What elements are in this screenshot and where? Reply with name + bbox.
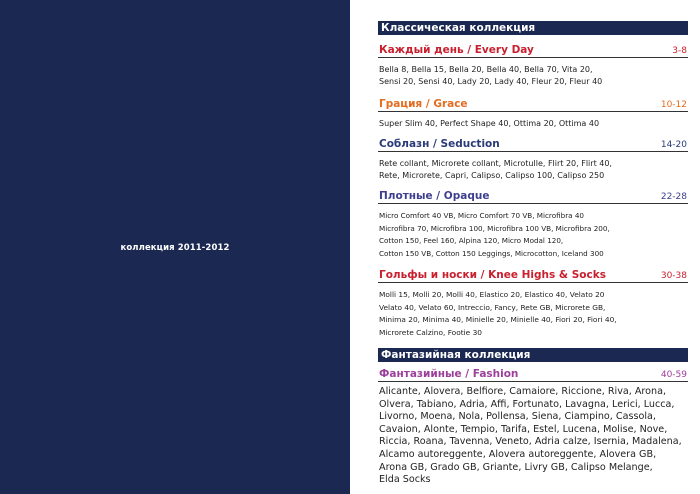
classic-collection-heading: Классическая коллекция: [378, 21, 688, 35]
section-grace: [378, 95, 688, 130]
section-seduction: [378, 135, 688, 182]
section-items: Bella 8, Bella 15, Bella 20, Bella 40, Bella 70, Vita 20, Sensi 20, Sensi 40, Lady 20, Lady 40, Fleur 20, Fleur 40: [379, 65, 603, 86]
fantasy-collection-heading: Фантазийная коллекция: [378, 348, 688, 362]
section-opaque: [378, 187, 688, 260]
section-header: [378, 95, 688, 112]
section-knee-highs-socks: [378, 266, 688, 339]
section-items: Super Slim 40, Perfect Shape 40, Ottima 20, Ottima 40: [379, 119, 600, 128]
section-title: Каждый день / Every Day: [379, 44, 534, 56]
collection-year-caption: коллекция 2011-2012: [120, 243, 230, 253]
section-title: Плотные / Opaque: [379, 190, 490, 202]
section-pages: 40-59: [660, 370, 687, 380]
section-pages: 30-38: [660, 271, 687, 281]
section-pages: 3-8: [672, 46, 687, 56]
section-title: Грация / Grace: [379, 98, 468, 110]
section-fashion: [378, 365, 688, 487]
section-title: Гольфы и носки / Knee Highs & Socks: [379, 269, 606, 281]
section-pages: 22-28: [660, 192, 687, 202]
section-items: Micro Comfort 40 VB, Micro Comfort 70 VB, Microfibra 40 Microfibra 70, Microfibra 100, Microfibra 100 VB, Microfibra 200, Cotton 150, Feel 160, Alpina 120, Micro Modal 120, Cotton 150 VB, Cotton 150 Leggings, Microcotton, Iceland 300: [379, 211, 610, 258]
section-every-day: [378, 41, 688, 88]
section-header: [378, 135, 688, 152]
section-header: [378, 365, 688, 382]
section-items: Molli 15, Molli 20, Molli 40, Elastico 20, Elastico 40, Velato 20 Velato 40, Velato 60, Intreccio, Fancy, Rete GB, Microrete GB, Minima 20, Minima 40, Minielle 20, Minielle 40, Fiori 20, Fiori 40, Microrete Calzino, Footie 30: [379, 290, 617, 337]
section-title: Соблазн / Seduction: [379, 138, 500, 150]
section-title: Фантазийные / Fashion: [379, 368, 519, 380]
section-header: [378, 266, 688, 283]
section-items: Rete collant, Microrete collant, Microtulle, Flirt 20, Flirt 40, Rete, Microrete, Capri, Calipso, Calipso 100, Calipso 250: [379, 159, 612, 180]
section-header: [378, 41, 688, 58]
section-header: [378, 187, 688, 204]
section-pages: 10-12: [660, 100, 687, 110]
section-pages: 14-20: [660, 140, 687, 150]
contents-panel: [350, 0, 700, 494]
section-items: Alicante, Alovera, Belfiore, Camaiore, Riccione, Riva, Arona, Olvera, Tabiano, Adria, Affi, Fortunato, Lavagna, Lerici, Lucca, Livorno, Moena, Nola, Pollensa, Siena, Ciampino, Cassola, Cavaion, Alonte, Tempio, Tarifa, Estel, Lucena, Molise, Nove, Riccia, Roana, Tavenna, Veneto, Adria calze, Isernia, Madalena, Alcamo autoreggente, Alovera autoreggente, Alovera GB, Arona GB, Grado GB, Griante, Livry GB, Calipso Melange, Elda Socks: [379, 386, 682, 486]
